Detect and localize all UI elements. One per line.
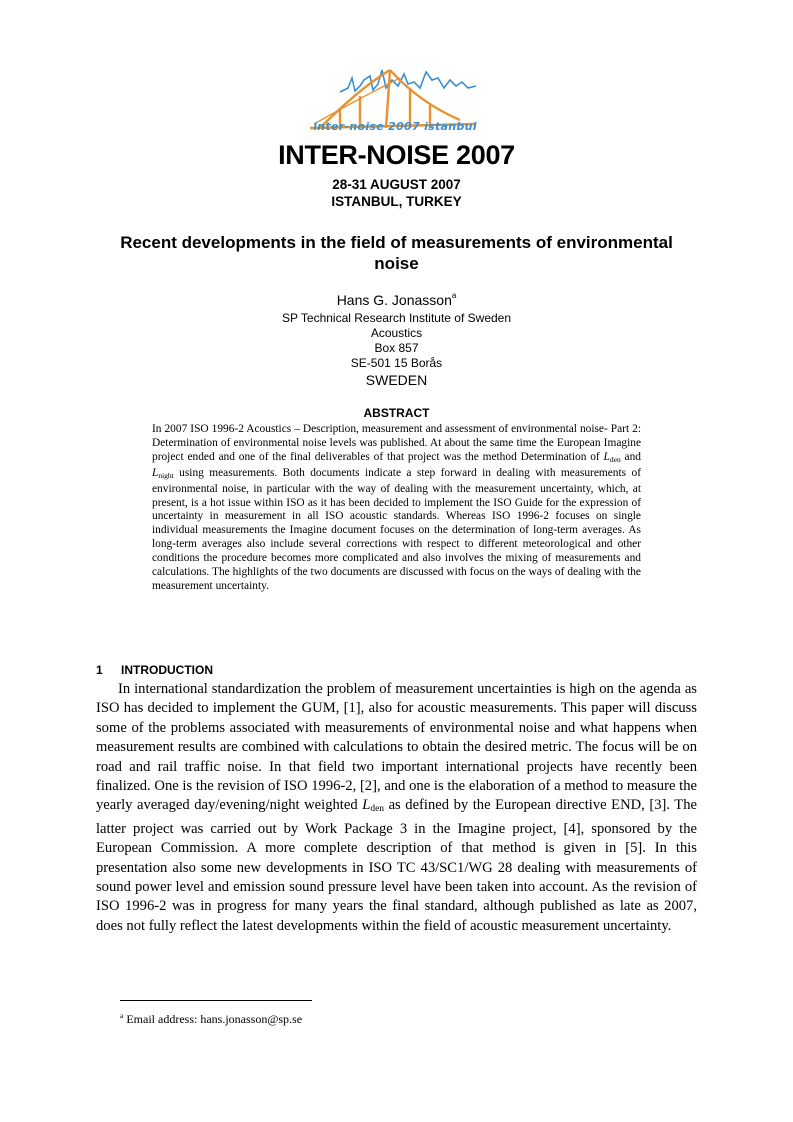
conference-place: ISTANBUL, TURKEY <box>331 194 462 209</box>
footnote-mark: a <box>120 1011 124 1020</box>
section-title: INTRODUCTION <box>121 663 213 677</box>
conference-date: 28-31 AUGUST 2007 <box>332 177 461 192</box>
logo-caption: inter-noise 2007 istanbul <box>313 120 477 133</box>
introduction-paragraph: In international standardization the problem of measurement uncertainties is high on the agenda as ISO has decided to implement the GUM, [1], also for acoustic measurements. This paper will discuss some of the problems associated with measurements of environmental noise and what happens when measurement results are combined with calculations to obtain the desired metric. The focus will be on road and rail traffic noise. In that field two important international projects have recently been finalized. One is the revision of ISO 1996-2, [2], and one is the elaboration of a method to measure the yearly averaged day/evening/night weighted Lden as defined by the European directive END, [3]. The latter project was carried out by Work Package 3 in the Imagine project, [4], sponsored by the European Commission. A more complete description of that method is given in [5]. In this presentation also some new developments in ISO TC 43/SC1/WG 28 dealing with measurements of sound power level and emission sound pressure level have been taken into account. As the revision of ISO 1996-2 was in progress for many years the final standard, although published as late as 2007, does not fully reflect the latest developments within the field of acoustic measurement uncertainty. <box>96 681 697 934</box>
affiliation-box: Box 857 <box>374 341 419 355</box>
affiliation-postcode: SE-501 15 Borås <box>350 356 443 370</box>
paper-title: Recent developments in the field of measurements of environmental noise <box>120 233 673 273</box>
abstract-heading: ABSTRACT <box>363 406 430 420</box>
affiliation-institute: SP Technical Research Institute of Sweden <box>281 311 512 325</box>
author-footnote-mark: a <box>451 291 457 300</box>
author <box>0 291 793 308</box>
footnote-rule <box>120 1000 312 1001</box>
affiliation-country: SWEDEN <box>365 372 428 388</box>
footnote-email: Email address: hans.jonasson@sp.se <box>123 1012 303 1026</box>
abstract-text: In 2007 ISO 1996-2 Acoustics – Description, measurement and assessment of environmental noise- Part 2: Determination of environmental noise levels was published. At about the same time the European Imagine project ended and one of the final deliverables of that project was the method Determination of $L_{den}$ and $L_{night}$ using measurements. Both documents indicate a step forward in dealing with measurements of environmental noise, in particular with the way of dealing with the measurement uncertainty, which, at present, is a hot issue within ISO as it has been decided to implement the ISO Guide for the expression of uncertainty in measurement in all ISO acoustic standards. Whereas ISO 1996-2 focuses on single individual measurements the Imagine document focuses on the determination of long-term averages. As long-term averages also include several corrections with respect to different meteorological and other conditions the procedure becomes more complicated and also involves the mixing of measurements and calculations. The highlights of the two documents are discussed with focus on the ways of dealing with the measurement uncertainty. <box>152 423 641 592</box>
affiliation-department: Acoustics <box>370 326 423 340</box>
section-heading-introduction <box>96 663 696 677</box>
author-name: Hans G. Jonasson <box>336 292 452 308</box>
footnote <box>120 1011 520 1027</box>
conference-title: INTER-NOISE 2007 <box>278 140 515 170</box>
section-number: 1 <box>96 663 103 677</box>
